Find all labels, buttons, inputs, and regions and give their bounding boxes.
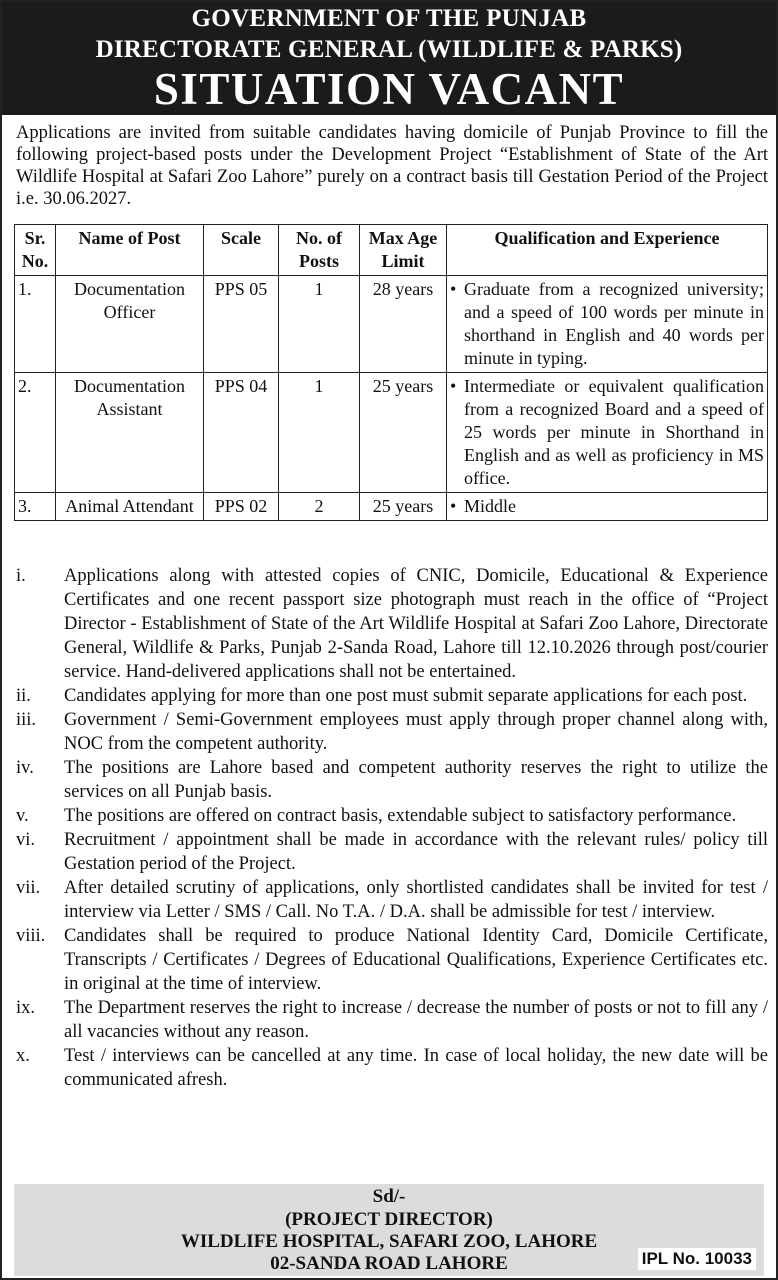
designation: (PROJECT DIRECTOR) bbox=[285, 1209, 493, 1230]
list-item bbox=[14, 564, 768, 684]
cell-qualification bbox=[447, 493, 768, 521]
terms-list bbox=[14, 564, 768, 1092]
term-text: The Department reserves the right to increase / decrease the number of posts or not to fill any / all vacancies without any reason. bbox=[64, 998, 768, 1042]
signature-mark: Sd/- bbox=[372, 1186, 406, 1207]
cell-qualification bbox=[447, 276, 768, 373]
intro-paragraph: Applications are invited from suitable candidates having domicile of Punjab Province to fill the following project-based posts under the Development Project “Establishment of State of the Art Wildlife Hospital at Safari Zoo Lahore” purely on a contract basis till Gestation Period of the Project i.e. 30.06.2027. bbox=[16, 123, 768, 209]
header-banner bbox=[2, 2, 776, 115]
list-item bbox=[14, 708, 768, 756]
term-text: Applications along with attested copies of CNIC, Domicile, Educational & Experience Certificates and one recent passport size photograph must reach in the office of “Project Director - Establishment of State of the Art Wildlife Hospital at Safari Zoo Lahore, Directorate General, Wildlife & Parks, Punjab 2-Sanda Road, Lahore till 12.10.2026 through post/courier service. Hand-delivered applications shall not be entertained. bbox=[64, 566, 768, 682]
cell-sr: 3. bbox=[15, 493, 56, 521]
list-item bbox=[14, 1044, 768, 1092]
list-item bbox=[14, 996, 768, 1044]
list-item bbox=[14, 756, 768, 804]
cell-post-name: Animal Attendant bbox=[56, 493, 204, 521]
cell-posts: 2 bbox=[279, 493, 360, 521]
term-number: vi. bbox=[16, 830, 36, 850]
header-max-age: Max Age Limit bbox=[360, 225, 447, 276]
government-heading: GOVERNMENT OF THE PUNJAB bbox=[191, 5, 587, 32]
term-text: Candidates shall be required to produce National Identity Card, Domicile Certificate, Transcripts / Certificates / Degrees of Educational Qualifications, Experience Certificates etc. in original at the time of interview. bbox=[64, 926, 768, 994]
qualification-text: Graduate from a recognized university; and a speed of 100 words per minute in shorthand in English and 40 words per minute in typing. bbox=[464, 279, 764, 368]
table-row bbox=[15, 373, 768, 493]
office-address: 02-SANDA ROAD LAHORE bbox=[270, 1253, 508, 1274]
term-number: v. bbox=[16, 806, 29, 826]
header-sr-no: Sr. No. bbox=[15, 225, 56, 276]
page-title: SITUATION VACANT bbox=[153, 64, 625, 114]
term-text: Recruitment / appointment shall be made in accordance with the relevant rules/ policy till Gestation period of the Project. bbox=[64, 830, 768, 874]
cell-qualification bbox=[447, 373, 768, 493]
qualification-text: Middle bbox=[464, 496, 516, 516]
term-number: viii. bbox=[16, 926, 46, 946]
list-item bbox=[14, 684, 768, 708]
list-item bbox=[14, 804, 768, 828]
term-number: ix. bbox=[16, 998, 36, 1018]
term-number: vii. bbox=[16, 878, 41, 898]
cell-sr: 2. bbox=[15, 373, 56, 493]
cell-scale: PPS 05 bbox=[204, 276, 279, 373]
table-row bbox=[15, 276, 768, 373]
term-text: Candidates applying for more than one post must submit separate applications for each post. bbox=[64, 686, 748, 706]
signature-block bbox=[14, 1184, 764, 1276]
header-no-of-posts: No. of Posts bbox=[279, 225, 360, 276]
cell-sr: 1. bbox=[15, 276, 56, 373]
cell-scale: PPS 02 bbox=[204, 493, 279, 521]
header-name-of-post: Name of Post bbox=[56, 225, 204, 276]
term-number: iv. bbox=[16, 758, 34, 778]
office-name: WILDLIFE HOSPITAL, SAFARI ZOO, LAHORE bbox=[180, 1231, 598, 1252]
cell-scale: PPS 04 bbox=[204, 373, 279, 493]
cell-post-name: Documentation Assistant bbox=[56, 373, 204, 493]
term-text: Test / interviews can be cancelled at any time. In case of local holiday, the new date will be communicated afresh. bbox=[64, 1046, 768, 1090]
term-number: i. bbox=[16, 566, 26, 586]
list-item bbox=[14, 924, 768, 996]
posts-table bbox=[14, 224, 768, 521]
term-number: ii. bbox=[16, 686, 31, 706]
bullet-icon: • bbox=[450, 376, 457, 396]
bullet-icon: • bbox=[450, 279, 457, 299]
list-item bbox=[14, 828, 768, 876]
cell-age: 25 years bbox=[360, 493, 447, 521]
qualification-text: Intermediate or equivalent qualification from a recognized Board and a speed of 25 words per minute in Shorthand in English and as well as proficiency in MS office. bbox=[464, 376, 764, 488]
term-text: The positions are Lahore based and competent authority reserves the right to utilize the services on all Punjab basis. bbox=[64, 758, 768, 802]
term-text: The positions are offered on contract basis, extendable subject to satisfactory performance. bbox=[64, 806, 737, 826]
term-text: Government / Semi-Government employees must apply through proper channel along with, NOC from the competent authority. bbox=[64, 710, 768, 754]
term-text: After detailed scrutiny of applications, only shortlisted candidates shall be invited for test / interview via Letter / SMS / Call. No T.A. / D.A. shall be admissible for test / interview. bbox=[64, 878, 768, 922]
header-qualification: Qualification and Experience bbox=[447, 225, 768, 276]
cell-post-name: Documentation Officer bbox=[56, 276, 204, 373]
bullet-icon: • bbox=[450, 496, 457, 516]
cell-posts: 1 bbox=[279, 276, 360, 373]
term-number: iii. bbox=[16, 710, 37, 730]
cell-age: 28 years bbox=[360, 276, 447, 373]
cell-posts: 1 bbox=[279, 373, 360, 493]
ipl-number: IPL No. 10033 bbox=[638, 1248, 756, 1270]
list-item bbox=[14, 876, 768, 924]
header-scale: Scale bbox=[204, 225, 279, 276]
table-header-row bbox=[15, 225, 768, 276]
directorate-heading: DIRECTORATE GENERAL (WILDLIFE & PARKS) bbox=[95, 36, 683, 63]
cell-age: 25 years bbox=[360, 373, 447, 493]
term-number: x. bbox=[16, 1046, 30, 1066]
table-row bbox=[15, 493, 768, 521]
